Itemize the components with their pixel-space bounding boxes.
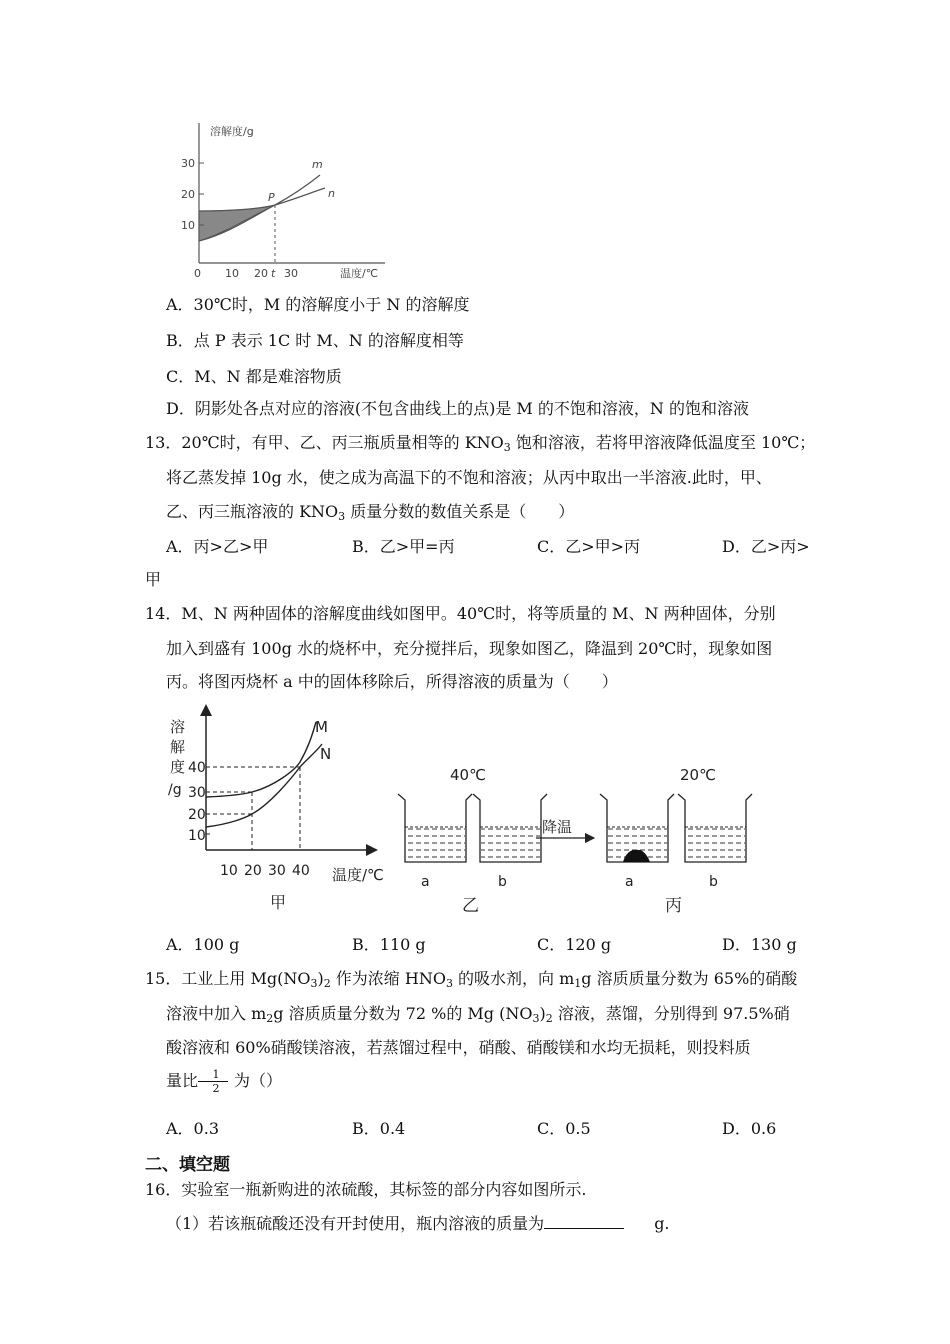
q13-line-2: 将乙蒸发掉 10g 水，使之成为高温下的不饱和溶液；从丙中取出一半溶液.此时，甲、 <box>166 468 772 487</box>
curve-M-label: M <box>315 718 328 736</box>
y-label-char: 溶 <box>170 718 186 736</box>
q12-option-c: C．M、N 都是难溶物质 <box>166 367 342 386</box>
q13-option-b: B．乙>甲=丙 <box>352 537 455 556</box>
q14-option-d: D．130 g <box>722 935 797 954</box>
q15-line-3: 酸溶液和 60%硝酸镁溶液，若蒸馏过程中，硝酸、硝酸镁和水均无损耗，则投料质 <box>166 1038 751 1057</box>
q14-line-1: 14．M、N 两种固体的溶解度曲线如图甲。40℃时，将等质量的 M、N 两种固体，分别 <box>145 604 776 623</box>
q13-option-c: C．乙>甲>丙 <box>537 537 641 556</box>
y-tick: 40 <box>188 760 206 776</box>
q14-figure <box>160 700 760 925</box>
x-axis-label: 温度/℃ <box>332 866 384 884</box>
x-tick: 20 <box>254 267 268 280</box>
q15-line-2: 溶液中加入 $m_2g$ 溶质质量分数为 72 %的 Mg $(NO_3)_2$ 溶液，蒸馏，分别得到 97.5%硝 <box>166 1004 790 1025</box>
fraction: $\frac{1}{2}$ <box>204 1068 228 1095</box>
beaker-label-b: b <box>498 874 507 890</box>
y-tick: 20 <box>181 188 195 201</box>
q13-line-1: 13．20℃时，有甲、乙、丙三瓶质量相等的 $KNO_3$ 饱和溶液，若将甲溶液降低温度至 10℃； <box>145 433 816 454</box>
x-tick: 10 <box>225 267 239 280</box>
curve-n <box>199 188 325 211</box>
beaker-bing-a <box>600 794 674 862</box>
q15-option-c: C．0.5 <box>537 1119 591 1138</box>
q13-line-3: 乙、丙三瓶溶液的 $KNO_3$ 质量分数的数值关系是（ ） <box>166 502 575 523</box>
beaker-bing-b <box>678 794 752 862</box>
x-axis-label: 温度/℃ <box>340 267 379 280</box>
temp-bing: 20℃ <box>680 766 716 784</box>
q15-line-4: 量比 $\frac{1}{2}$ 为（） <box>166 1068 283 1095</box>
beaker-label-a: a <box>625 874 634 890</box>
q13-option-d: D．乙>丙> <box>722 537 810 556</box>
y-axis-label: 溶解度/g <box>210 125 254 138</box>
y-tick: 20 <box>188 807 206 823</box>
q12-option-b: B．点 P 表示 1C 时 M、N 的溶解度相等 <box>166 331 464 350</box>
q16-line-2: （1）若该瓶硫酸还没有开封使用，瓶内溶液的质量为 g. <box>166 1214 670 1233</box>
q14-line-3: 丙。将图丙烧杯 a 中的固体移除后，所得溶液的质量为（ ） <box>166 672 618 691</box>
x-tick: t <box>271 267 276 280</box>
y-tick: 30 <box>188 785 206 801</box>
x-tick: 30 <box>284 267 298 280</box>
q12-solubility-chart <box>170 115 400 280</box>
beaker-yi-b <box>473 794 547 862</box>
curve-n-label: n <box>328 187 335 200</box>
x-tick: 0 <box>194 267 201 280</box>
y-label-char: 解 <box>170 738 186 756</box>
temp-yi: 40℃ <box>450 766 486 784</box>
beaker-yi-a <box>398 794 472 862</box>
y-tick: 30 <box>181 157 195 170</box>
x-tick: 10 <box>220 863 238 879</box>
y-tick: 10 <box>188 828 206 844</box>
q12-option-d: D．阴影处各点对应的溶液(不包含曲线上的点)是 M 的不饱和溶液，N 的饱和溶液 <box>166 399 749 418</box>
curve-N-label: N <box>320 745 332 763</box>
chart-jia <box>168 710 384 912</box>
y-label-char: 度 <box>170 758 186 776</box>
beaker-label-a: a <box>421 874 430 890</box>
y-tick: 10 <box>181 219 195 232</box>
caption-yi: 乙 <box>462 896 479 916</box>
q15-option-b: B．0.4 <box>352 1119 406 1138</box>
q14-option-a: A．100 g <box>166 935 240 954</box>
curve-N <box>206 744 322 827</box>
q16-line-1: 16．实验室一瓶新购进的浓硫酸，其标签的部分内容如图所示. <box>145 1180 587 1199</box>
x-tick: 20 <box>244 863 262 879</box>
y-label-unit: /g <box>168 782 182 798</box>
curve-M <box>206 722 316 797</box>
caption-bing: 丙 <box>665 896 682 916</box>
x-tick: 40 <box>292 863 310 879</box>
caption-jia: 甲 <box>270 893 287 912</box>
q13-option-a: A．丙>乙>甲 <box>166 537 269 556</box>
q15-option-a: A．0.3 <box>166 1119 220 1138</box>
q14-option-c: C．120 g <box>537 935 612 954</box>
q12-option-a: A．30℃时，M 的溶解度小于 N 的溶解度 <box>166 295 470 314</box>
point-p-label: P <box>268 191 275 204</box>
beaker-label-b: b <box>709 874 718 890</box>
q14-option-b: B．110 g <box>352 935 426 954</box>
curve-m-label: m <box>312 158 323 171</box>
answer-blank[interactable] <box>544 1214 624 1229</box>
q15-option-d: D．0.6 <box>722 1119 777 1138</box>
section-heading: 二、填空题 <box>145 1155 230 1175</box>
q14-line-2: 加入到盛有 100g 水的烧杯中，充分搅拌后，现象如图乙，降温到 20℃时，现象如图 <box>166 639 773 658</box>
arrow-label: 降温 <box>542 818 573 836</box>
q13-option-d-wrap: 甲 <box>145 570 162 589</box>
x-tick: 30 <box>268 863 286 879</box>
q15-line-1: 15．工业上用 $Mg(NO_3)_2$ 作为浓缩 $HNO_3$ 的吸水剂，向 $m_1g$ 溶质质量分数为 65%的硝酸 <box>145 969 798 990</box>
